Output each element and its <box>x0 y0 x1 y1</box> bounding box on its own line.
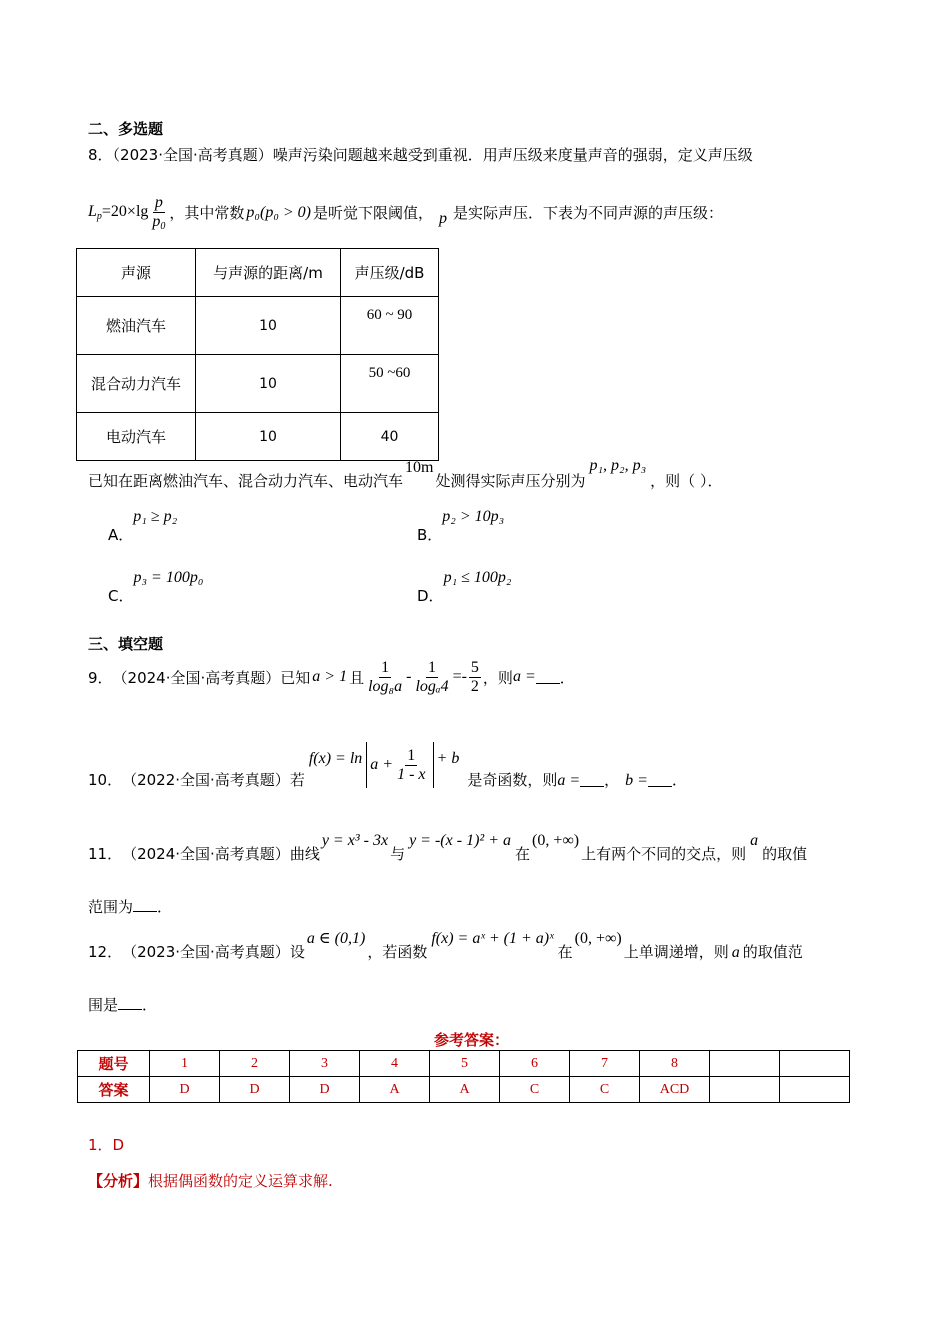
q12-text1: 设 <box>289 943 305 961</box>
q9-var: a = <box>512 668 536 685</box>
table-row <box>77 355 439 413</box>
q10-lhs: f(x) = ln <box>308 750 363 767</box>
q8-line1 <box>88 144 753 165</box>
q8-stem3: 是听觉下限阈值， <box>313 204 434 223</box>
answer-number-cell: 2 <box>220 1051 290 1077</box>
table-cell: 10 <box>196 355 341 413</box>
option-label: C． <box>108 587 134 605</box>
q12-text3: 在 <box>557 943 573 961</box>
q10-text1: 若 <box>289 771 305 789</box>
answer-table <box>77 1050 850 1103</box>
q10-text4: ． <box>671 771 687 789</box>
q8-option-d <box>417 569 511 606</box>
q8-p0-expr: p₀(p₀ > 0) <box>246 203 311 221</box>
q9-line <box>88 654 575 700</box>
q8-source: （2023·全国·高考真题） <box>112 146 273 164</box>
answer-value-cell: C <box>570 1077 640 1103</box>
q10-plus-b: + b <box>436 750 460 767</box>
q12-var: a <box>731 944 740 961</box>
option-label: A． <box>108 526 134 544</box>
option-label: B． <box>417 526 443 544</box>
option-expr: p₃ = 100p₀ <box>133 569 204 586</box>
table-cell: 混合动力汽车 <box>77 355 196 413</box>
q9-minus: - <box>406 668 412 685</box>
q9-fraction1: $\frac{1}{\text{log₈a}}$ <box>368 658 403 695</box>
q9-text3: ，则 <box>482 668 513 687</box>
answer-value-cell: A <box>360 1077 430 1103</box>
q11-text1: 曲线 <box>289 845 320 863</box>
q10-text2: 是奇函数，则 <box>467 771 558 789</box>
q11-curve1: y = x³ - 3x <box>321 832 389 849</box>
q11-line2 <box>88 896 172 917</box>
q11-text6: ． <box>157 898 173 916</box>
solution1-text: 根据偶函数的定义运算求解. <box>148 1172 333 1190</box>
answer-value-cell <box>780 1077 850 1103</box>
table-row <box>77 297 439 355</box>
option-expr: p₁ ≥ p₂ <box>133 508 178 525</box>
q8-line2 <box>88 194 723 232</box>
q8-fraction: $\frac{p}{p_0}$ <box>152 194 166 232</box>
q8-stem1: 噪声污染问题越来越受到重视．用声压级来度量声音的强弱，定义声压级 <box>272 146 753 164</box>
table-header: 与声源的距离/m <box>196 249 341 297</box>
answer-value-cell: D <box>150 1077 220 1103</box>
q12-function: f(x) = aˣ + (1 + a)ˣ <box>431 930 554 947</box>
answer-value-cell: ACD <box>640 1077 710 1103</box>
q8-stem6: 处测得实际声压分别为 <box>435 472 586 490</box>
q11-source: （2024·全国·高考真题） <box>122 845 290 863</box>
q11-var: a <box>750 832 759 849</box>
q12-text-line2: 围是 <box>88 996 119 1014</box>
answer-row-label: 答案 <box>78 1077 150 1103</box>
q9-equals: =- <box>452 668 467 685</box>
q11-line1 <box>88 832 807 864</box>
q11-curve2: y = -(x - 1)² + a <box>409 832 511 849</box>
q9-text1: 已知 <box>280 668 311 687</box>
table-header: 声源 <box>77 249 196 297</box>
solution1-heading: 1．D <box>88 1136 125 1154</box>
q12-condition: a ∈ (0,1) <box>306 930 366 947</box>
q11-text5: 的取值 <box>762 845 808 863</box>
q10-abs-value: a + $\frac{1}{1 - x}$ <box>366 742 433 788</box>
q8-pvars: p₁, p₂, p₃ <box>589 457 647 474</box>
q10-answer-blank-b <box>648 774 672 787</box>
q8-number: 8． <box>88 146 113 164</box>
sound-source-table <box>76 248 439 461</box>
table-cell: 燃油汽车 <box>77 297 196 355</box>
q9-fraction3: $\frac{5}{2}$ <box>470 658 479 695</box>
answer-value-cell <box>710 1077 780 1103</box>
q10-source: （2022·全国·高考真题） <box>122 771 290 789</box>
q11-number: 11． <box>88 845 123 863</box>
q8-stem2: ，其中常数 <box>169 204 245 223</box>
q12-number: 12． <box>88 943 123 961</box>
answers-title: 参考答案： <box>434 1031 510 1049</box>
table-cell: 10 <box>196 413 341 461</box>
answer-number-cell: 5 <box>430 1051 500 1077</box>
option-label: D． <box>417 587 444 605</box>
q8-stem4: 是实际声压．下表为不同声源的声压级： <box>453 204 724 223</box>
q12-interval: (0, +∞) <box>574 930 622 947</box>
q9-source: （2024·全国·高考真题） <box>112 668 281 687</box>
q11-interval: (0, +∞) <box>532 832 580 849</box>
q9-condition: a > 1 <box>312 668 348 685</box>
answer-value-row <box>78 1077 850 1103</box>
q9-text4: ． <box>559 668 575 687</box>
answer-value-cell: D <box>220 1077 290 1103</box>
q8-option-b <box>417 508 504 545</box>
q9-text2: 且 <box>349 668 365 687</box>
q10-number: 10． <box>88 771 123 789</box>
q11-text4: 上有两个不同的交点，则 <box>581 845 747 863</box>
answer-number-cell <box>780 1051 850 1077</box>
q8-line3 <box>88 451 722 491</box>
q11-text-line2: 范围为 <box>88 898 134 916</box>
answer-value-cell: C <box>500 1077 570 1103</box>
section-heading-fill-blank: 三、填空题 <box>88 635 164 653</box>
q12-text5: 的取值范 <box>742 943 803 961</box>
q9-fraction2: $\frac{1}{\text{logₐ4}}$ <box>415 658 449 695</box>
q10-line <box>88 740 687 790</box>
q10-answer-blank-a <box>580 774 604 787</box>
q11-text2: 与 <box>390 845 406 863</box>
q9-answer-blank <box>536 671 560 684</box>
table-cell: 10 <box>196 297 341 355</box>
answer-number-cell: 3 <box>290 1051 360 1077</box>
table-header-row <box>77 249 439 297</box>
q11-text3: 在 <box>514 845 530 863</box>
q8-option-a <box>108 508 177 545</box>
q8-p-var: p <box>439 209 448 227</box>
table-cell: 60 ~ 90 <box>341 297 439 355</box>
section-heading-multi-choice: 二、多选题 <box>88 120 164 138</box>
q12-text6: ． <box>142 996 158 1014</box>
answer-number-row <box>78 1051 850 1077</box>
answer-number-cell: 4 <box>360 1051 430 1077</box>
q10-b-eq: b = <box>625 772 648 789</box>
answer-value-cell: A <box>430 1077 500 1103</box>
q12-answer-blank <box>118 997 142 1010</box>
q12-text4: 上单调递增，则 <box>623 943 729 961</box>
q8-stem5: 已知在距离燃油汽车、混合动力汽车、电动汽车 <box>88 472 404 490</box>
q8-option-c <box>108 569 203 606</box>
option-expr: p₂ > 10p₃ <box>442 508 505 525</box>
q8-formula: $L_p=20\times\lg$ <box>88 203 149 223</box>
answer-number-cell: 1 <box>150 1051 220 1077</box>
answer-value-cell: D <box>290 1077 360 1103</box>
table-cell: 40 <box>341 413 439 461</box>
q8-distance: 10m <box>405 459 434 476</box>
answer-number-cell: 8 <box>640 1051 710 1077</box>
answer-number-cell: 6 <box>500 1051 570 1077</box>
table-header: 声压级/dB <box>341 249 439 297</box>
answer-row-label: 题号 <box>78 1051 150 1077</box>
q12-text2: ，若函数 <box>367 943 428 961</box>
answer-number-cell <box>710 1051 780 1077</box>
solution1-tag: 【分析】 <box>88 1172 149 1190</box>
option-expr: p₁ ≤ 100p₂ <box>443 569 512 586</box>
q12-line2 <box>88 994 157 1015</box>
q11-answer-blank <box>133 899 157 912</box>
table-cell: 50 ~60 <box>341 355 439 413</box>
answer-number-cell: 7 <box>570 1051 640 1077</box>
q8-stem7: ，则（ ）． <box>650 472 723 490</box>
q10-a-eq: a = <box>557 772 581 789</box>
q12-line1 <box>88 930 803 962</box>
solution1-analysis <box>88 1170 333 1191</box>
q12-source: （2023·全国·高考真题） <box>122 943 290 961</box>
q9-number: 9． <box>88 668 113 687</box>
table-cell: 电动汽车 <box>77 413 196 461</box>
q10-text3: ， <box>604 771 620 789</box>
